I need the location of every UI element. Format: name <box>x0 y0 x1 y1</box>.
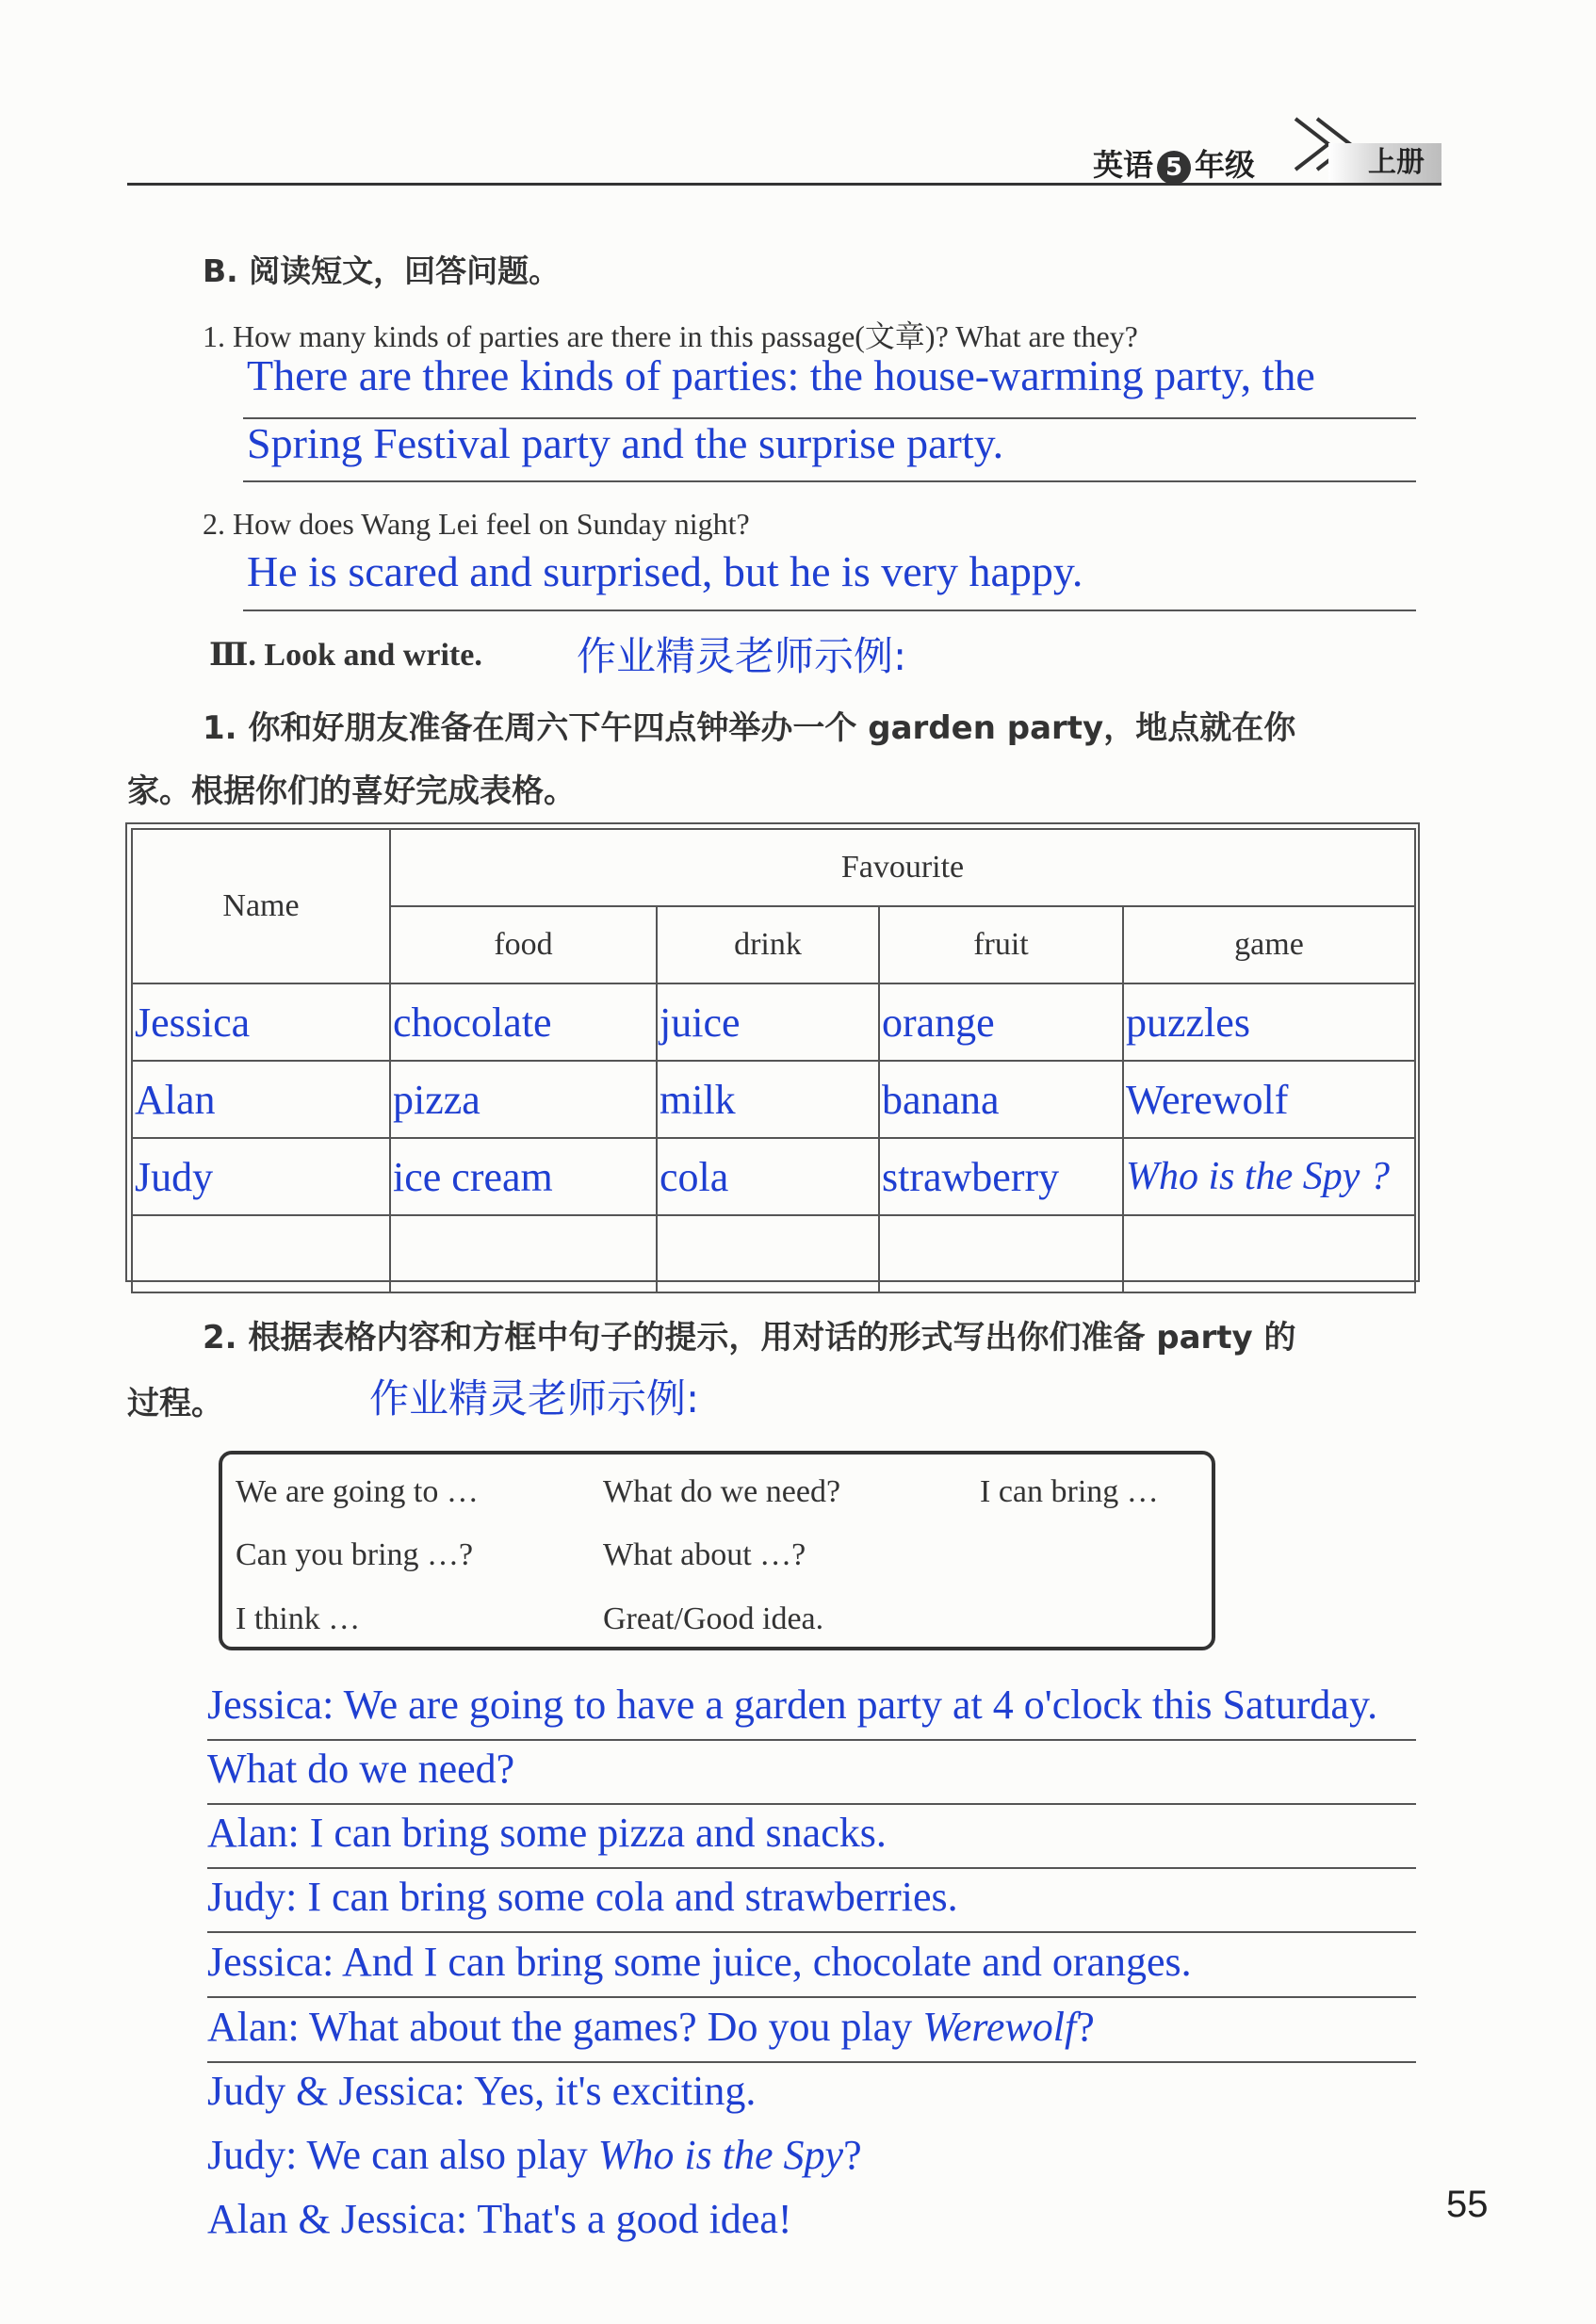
name-header: Name <box>132 829 390 983</box>
dialogue-text: ? <box>1076 2004 1095 2050</box>
hint-sentence: Can you bring …? <box>236 1537 474 1572</box>
cell-name: Judy <box>132 1138 390 1215</box>
dialogue-game-name: Werewolf <box>922 2004 1077 2050</box>
answer-1-line-2: Spring Festival party and the surprise party. <box>247 419 1004 467</box>
question-1: 1. How many kinds of parties are there in this passage(文章)? What are they? <box>203 319 1138 353</box>
cell-game: Who is the Spy ? <box>1123 1138 1415 1215</box>
cell-drink: juice <box>657 983 879 1061</box>
dialogue-line: Alan: I can bring some pizza and snacks. <box>207 1810 887 1856</box>
table-row-empty <box>132 1215 1415 1292</box>
header-divider <box>127 183 1441 186</box>
header-subject-label: 英语 <box>1093 147 1154 183</box>
hint-sentence: We are going to … <box>236 1474 479 1509</box>
cell-game: puzzles <box>1123 983 1415 1061</box>
cell-food: ice cream <box>390 1138 657 1215</box>
hint-sentence: I think … <box>236 1601 361 1636</box>
cell-food: pizza <box>390 1061 657 1138</box>
answer-rule <box>207 1739 1416 1741</box>
task-2-line-2: 过程。 <box>127 1385 223 1422</box>
task-1-line-1: 1. 你和好朋友准备在周六下午四点钟举办一个 garden party，地点就在你 <box>203 709 1296 747</box>
cell-fruit: orange <box>879 983 1123 1061</box>
dialogue-line: Judy & Jessica: Yes, it's exciting. <box>207 2068 757 2114</box>
cell-fruit: strawberry <box>879 1138 1123 1215</box>
answer-rule <box>207 1996 1416 1998</box>
teacher-example-note-2: 作业精灵老师示例: <box>369 1375 700 1422</box>
dialogue-line: Judy: I can bring some cola and strawberries. <box>207 1874 958 1920</box>
answer-rule <box>207 1931 1416 1933</box>
table-row <box>132 1138 1415 1215</box>
answer-rule <box>243 480 1416 482</box>
section-b-title: B. 阅读短文，回答问题。 <box>203 252 561 289</box>
grade-number-badge: 5 <box>1157 151 1191 185</box>
teacher-example-note: 作业精灵老师示例: <box>577 633 907 679</box>
cell-food: chocolate <box>390 983 657 1061</box>
answer-rule <box>207 1803 1416 1805</box>
page-number: 55 <box>1446 2184 1489 2225</box>
hint-sentence: What about …? <box>603 1537 806 1572</box>
dialogue-game-name: Who is the Spy <box>597 2132 844 2178</box>
hint-sentence: Great/Good idea. <box>603 1601 824 1636</box>
col-header-game: game <box>1123 906 1415 983</box>
col-header-food: food <box>390 906 657 983</box>
dialogue-text: Judy: We can also play <box>207 2132 598 2178</box>
cell-drink: cola <box>657 1138 879 1215</box>
dialogue-line: Alan & Jessica: That's a good idea! <box>207 2196 792 2242</box>
table-row <box>132 1061 1415 1138</box>
cell-name: Alan <box>132 1061 390 1138</box>
answer-2: He is scared and surprised, but he is very happy. <box>247 547 1083 595</box>
dialogue-line <box>207 2131 862 2179</box>
answer-1-line-1: There are three kinds of parties: the house-warming party, the <box>247 351 1315 399</box>
answer-rule <box>207 1867 1416 1869</box>
header-grade-label: 年级 <box>1195 147 1256 183</box>
question-2: 2. How does Wang Lei feel on Sunday night? <box>203 507 750 541</box>
dialogue-line: What do we need? <box>207 1746 515 1792</box>
header-subject <box>1093 141 1255 185</box>
cell-fruit: banana <box>879 1061 1123 1138</box>
dialogue-text: Alan: What about the games? Do you play <box>207 2004 923 2050</box>
dialogue-line <box>207 2003 1095 2051</box>
task-1-line-2: 家。根据你们的喜好完成表格。 <box>127 772 576 810</box>
answer-rule <box>243 609 1416 611</box>
favourite-header: Favourite <box>390 829 1415 906</box>
hint-sentence: What do we need? <box>603 1474 841 1509</box>
task-2-line-1: 2. 根据表格内容和方框中句子的提示，用对话的形式写出你们准备 party 的 <box>203 1319 1296 1357</box>
dialogue-text: ? <box>843 2132 862 2178</box>
answer-rule <box>207 2061 1416 2063</box>
header-volume: 上册 <box>1328 143 1441 183</box>
preferences-table <box>131 828 1416 1293</box>
dialogue-line: Jessica: And I can bring some juice, chocolate and oranges. <box>207 1939 1192 1985</box>
section-3-title: Ⅲ. Look and write. <box>209 638 482 673</box>
col-header-fruit: fruit <box>879 906 1123 983</box>
table-row <box>132 983 1415 1061</box>
dialogue-line: Jessica: We are going to have a garden party at 4 o'clock this Saturday. <box>207 1682 1378 1728</box>
cell-drink: milk <box>657 1061 879 1138</box>
cell-game: Werewolf <box>1123 1061 1415 1138</box>
cell-name: Jessica <box>132 983 390 1061</box>
col-header-drink: drink <box>657 906 879 983</box>
hint-sentence: I can bring … <box>980 1474 1159 1509</box>
